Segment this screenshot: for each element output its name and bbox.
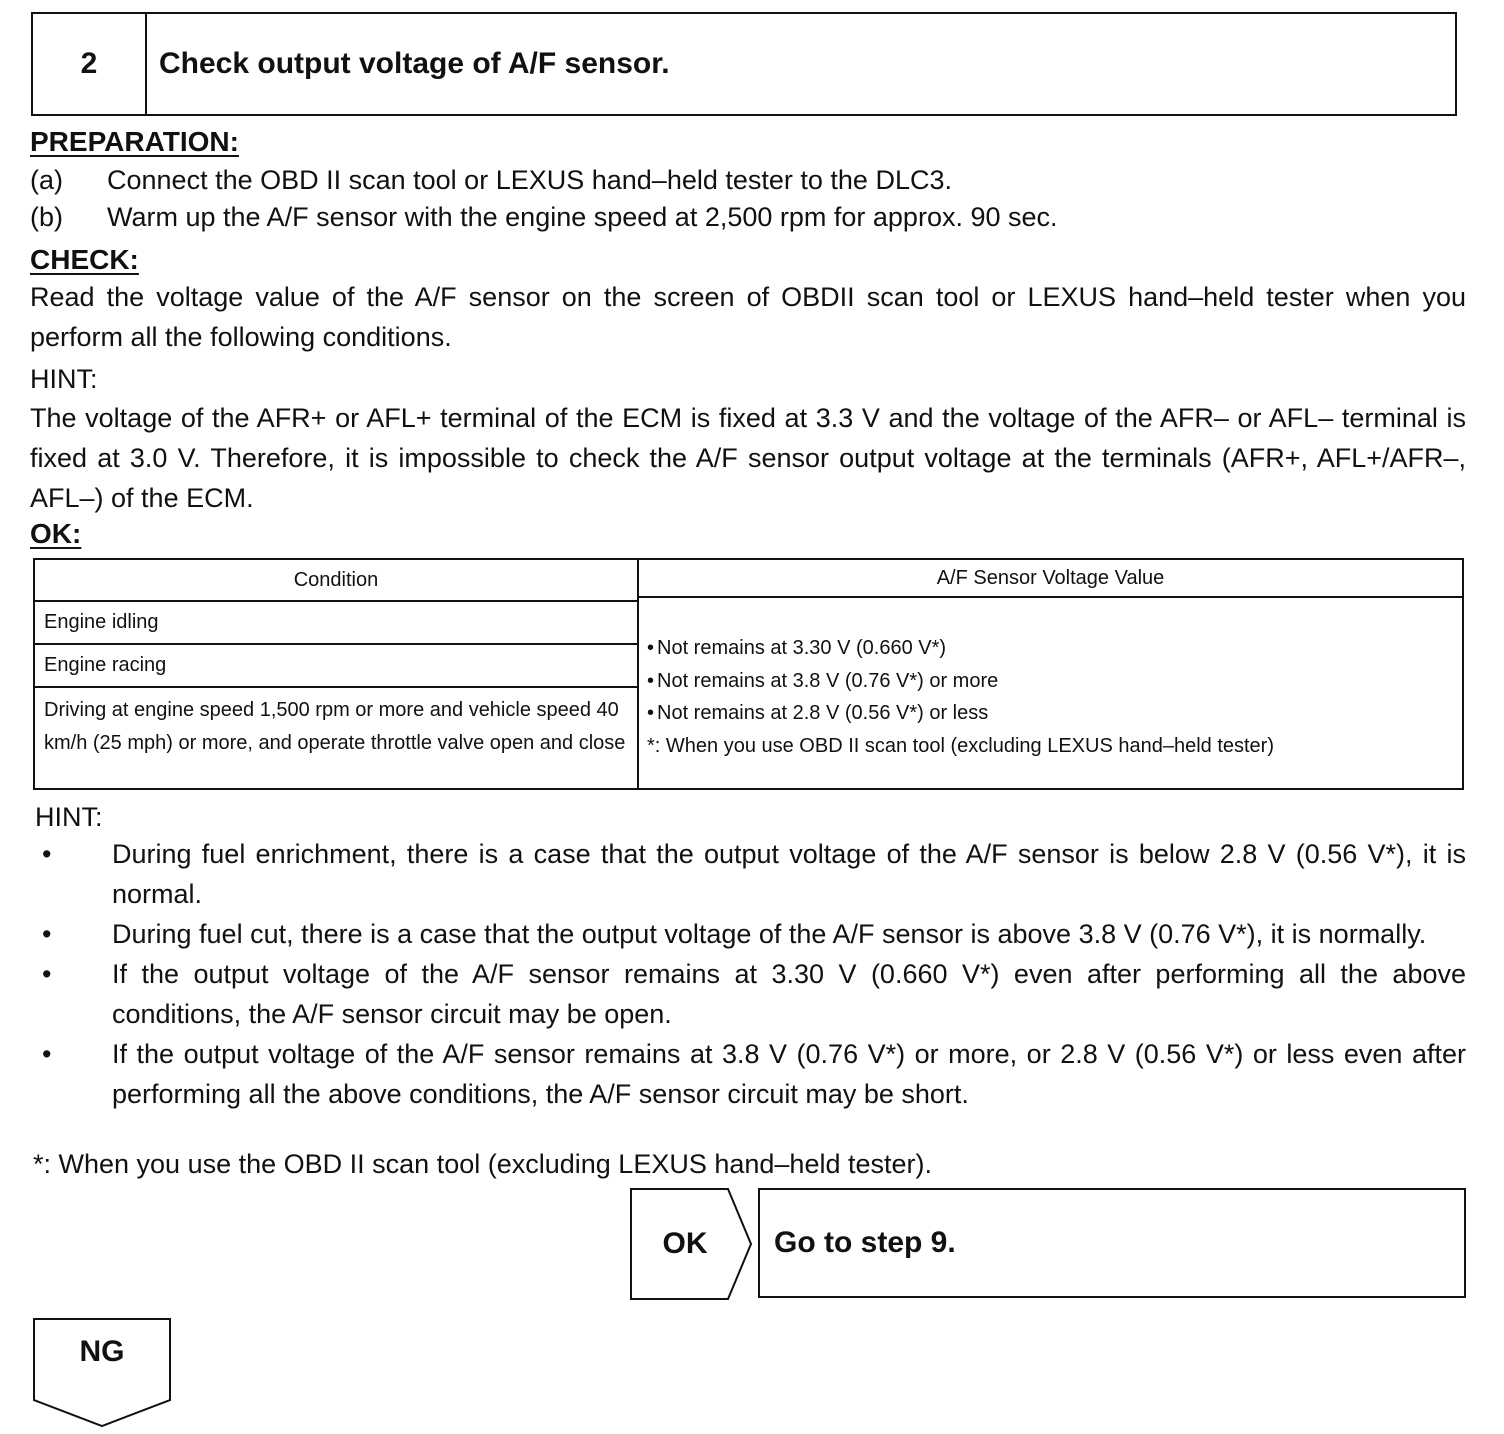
check-text: Read the voltage value of the A/F sensor on the screen of OBDII scan tool or LEXUS hand–held tester when you perform all the following conditions. [30, 282, 1466, 352]
ok-result-action: Go to step 9. [758, 1188, 1466, 1298]
value-item [647, 632, 1462, 665]
preparation-label: PREPARATION: [30, 126, 239, 157]
value-text: Not remains at 3.8 V (0.76 V*) or more [657, 669, 999, 692]
value-item [647, 697, 1462, 730]
check-label: CHECK: [30, 244, 139, 275]
step-header [31, 12, 1457, 116]
hint-bullet: • [42, 1039, 52, 1069]
hint-item [30, 954, 1466, 1034]
preparation-item-a [30, 165, 952, 196]
hint-bullet: • [42, 959, 52, 989]
ok-result-label: OK [662, 1227, 708, 1260]
hint-text: If the output voltage of the A/F sensor remains at 3.8 V (0.76 V*) or more, or 2.8 V (0.56 V*) or less even after performing all the above conditions, the A/F sensor circuit may be short. [112, 1039, 1466, 1109]
step-title: Check output voltage of A/F sensor. [159, 47, 670, 80]
value-header: A/F Sensor Voltage Value [639, 560, 1462, 598]
value-column [639, 560, 1462, 788]
preparation-item-a-marker: (a) [30, 165, 63, 195]
value-bullet: • [647, 669, 655, 692]
value-body [639, 598, 1462, 762]
value-bullet: • [647, 637, 655, 659]
value-text: Not remains at 3.30 V (0.660 V*) [657, 637, 947, 659]
condition-row: Driving at engine speed 1,500 rpm or more and vehicle speed 40 km/h (25 mph) or more, and operate throttle valve open and close [44, 699, 626, 754]
footnote: *: When you use the OBD II scan tool (excluding LEXUS hand–held tester). [33, 1149, 932, 1179]
preparation-item-b [30, 202, 1058, 233]
hint-item [30, 914, 1466, 954]
condition-row: Engine racing [35, 645, 637, 688]
condition-column [35, 560, 639, 788]
value-text: Not remains at 2.8 V (0.56 V*) or less [657, 702, 989, 724]
condition-header: Condition [35, 560, 637, 602]
value-item [647, 665, 1462, 698]
value-note: *: When you use OBD II scan tool (excluding LEXUS hand–held tester) [647, 734, 1275, 757]
preparation-item-b-marker: (b) [30, 202, 63, 232]
hint-bullet: • [42, 839, 52, 869]
condition-row: Engine idling [35, 602, 637, 645]
hint-text: If the output voltage of the A/F sensor remains at 3.30 V (0.660 V*) even after performing all the above conditions, the A/F sensor circuit may be open. [112, 959, 1466, 1029]
hint-list [30, 834, 1466, 1114]
preparation-item-a-text: Connect the OBD II scan tool or LEXUS hand–held tester to the DLC3. [107, 165, 952, 195]
value-bullet: • [647, 702, 655, 724]
step-number: 2 [33, 14, 147, 114]
check-hint-text: The voltage of the AFR+ or AFL+ terminal of the ECM is fixed at 3.3 V and the voltage of the AFR– or AFL– terminal is fixed at 3.0 V. Therefore, it is impossible to check the A/F sensor output voltage at the terminals (AFR+, AFL+/AFR–, AFL–) of the ECM. [30, 403, 1466, 513]
hint-text: During fuel cut, there is a case that the output voltage of the A/F sensor is above 3.8 V (0.76 V*), it is normally. [112, 919, 1427, 949]
hint-bullet: • [42, 919, 52, 949]
ok-table [33, 558, 1464, 790]
hint-label: HINT: [35, 802, 103, 832]
check-hint-label: HINT: [30, 364, 98, 394]
preparation-item-b-text: Warm up the A/F sensor with the engine speed at 2,500 rpm for approx. 90 sec. [107, 202, 1058, 232]
hint-item [30, 834, 1466, 914]
ng-result-label: NG [79, 1335, 125, 1368]
hint-item [30, 1034, 1466, 1114]
hint-text: During fuel enrichment, there is a case that the output voltage of the A/F sensor is below 2.8 V (0.56 V*), it is normal. [112, 839, 1466, 909]
ok-label: OK: [30, 518, 82, 549]
